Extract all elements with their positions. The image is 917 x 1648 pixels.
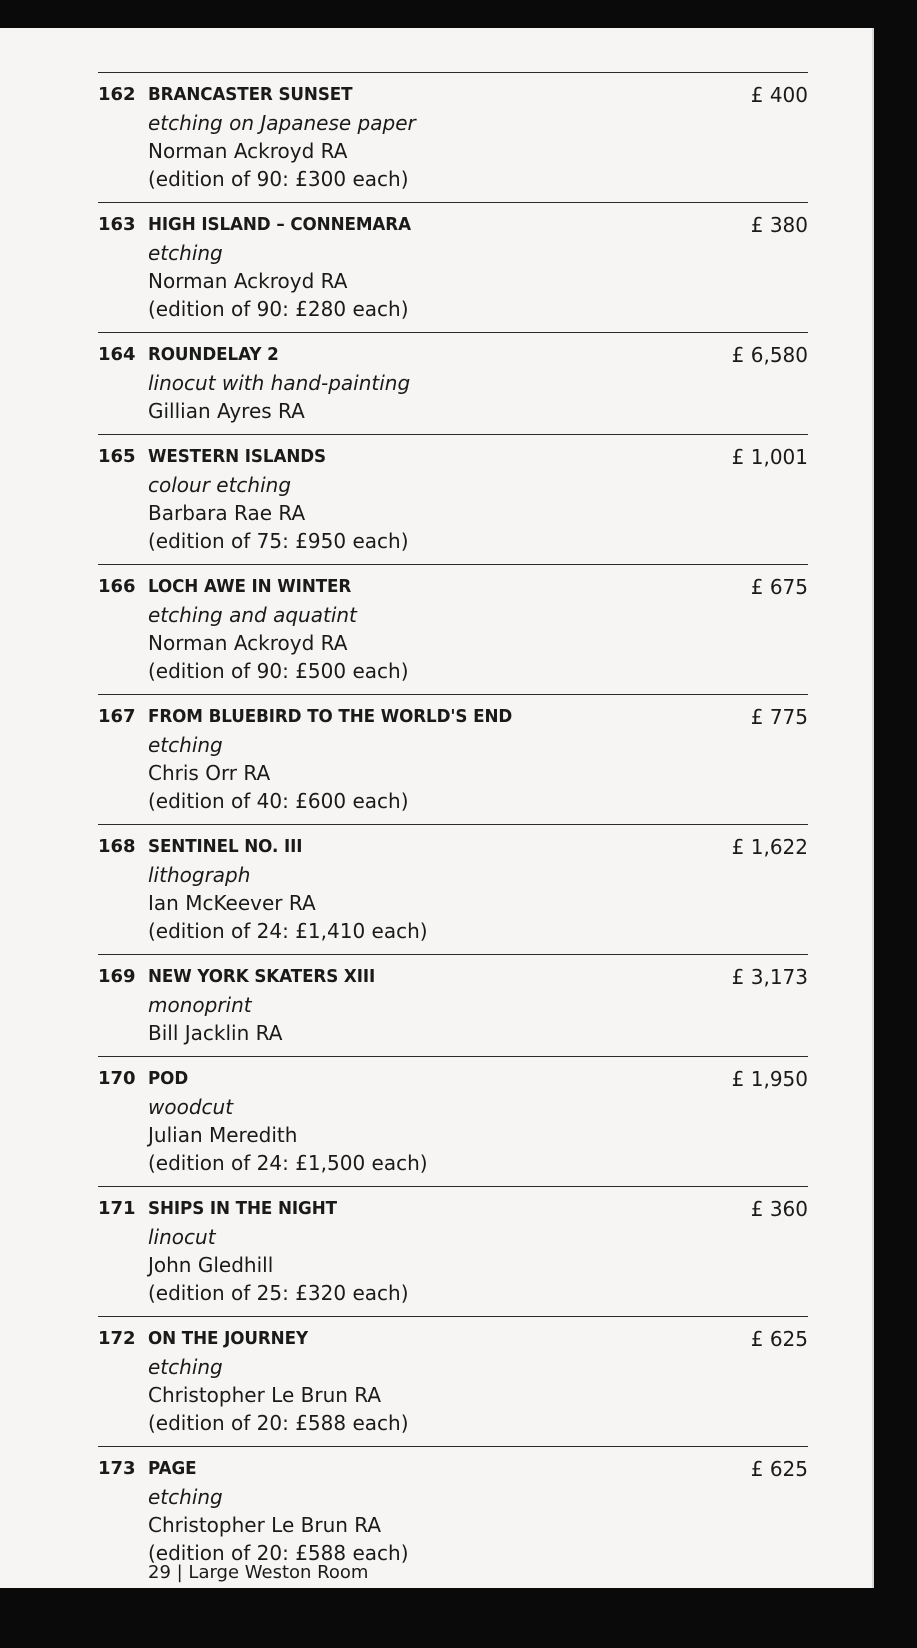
lot-number: 168 (98, 836, 136, 857)
catalogue-entry (98, 72, 808, 202)
entry-details (148, 1065, 808, 1177)
artwork-medium: lithograph (148, 863, 251, 887)
catalogue-page (0, 28, 872, 1588)
artist-name: Barbara Rae RA (148, 501, 306, 525)
artwork-medium: etching (148, 733, 223, 757)
lot-number: 172 (98, 1328, 136, 1349)
entry-details (148, 211, 808, 323)
artwork-price: £ 625 (750, 1457, 808, 1481)
entry-details (148, 573, 808, 685)
edition-info: (edition of 25: £320 each) (148, 1281, 409, 1305)
artwork-price: £ 625 (750, 1327, 808, 1351)
lot-number: 167 (98, 706, 136, 727)
lot-number: 173 (98, 1458, 136, 1479)
catalogue-entry (98, 332, 808, 434)
artwork-title: LOCH AWE IN WINTER (148, 576, 352, 597)
entry-details (148, 443, 808, 555)
edition-info: (edition of 24: £1,500 each) (148, 1151, 428, 1175)
edition-info: (edition of 40: £600 each) (148, 789, 409, 813)
artist-name: Christopher Le Brun RA (148, 1383, 382, 1407)
edition-info: (edition of 20: £588 each) (148, 1411, 409, 1435)
artwork-medium: colour etching (148, 473, 292, 497)
artwork-medium: monoprint (148, 993, 252, 1017)
catalogue-entry (98, 1316, 808, 1446)
edition-info: (edition of 90: £280 each) (148, 297, 409, 321)
entry-details (148, 1455, 808, 1567)
artwork-medium: etching on Japanese paper (148, 111, 416, 135)
artwork-medium: etching and aquatint (148, 603, 357, 627)
lot-number: 169 (98, 966, 136, 987)
artist-name: Norman Ackroyd RA (148, 269, 348, 293)
artwork-title: PAGE (148, 1458, 197, 1479)
artwork-medium: woodcut (148, 1095, 234, 1119)
entry-details (148, 1325, 808, 1437)
lot-number: 163 (98, 214, 136, 235)
lot-number: 164 (98, 344, 136, 365)
entry-details (148, 1195, 808, 1307)
entry-details (148, 833, 808, 945)
artwork-title: HIGH ISLAND – CONNEMARA (148, 214, 411, 235)
catalogue-entry (98, 434, 808, 564)
artwork-medium: linocut (148, 1225, 216, 1249)
lot-number: 171 (98, 1198, 136, 1219)
artwork-medium: etching (148, 1485, 223, 1509)
artwork-title: ON THE JOURNEY (148, 1328, 308, 1349)
artwork-price: £ 1,622 (731, 835, 808, 859)
entry-list (98, 72, 808, 1576)
catalogue-entry (98, 954, 808, 1056)
edition-info: (edition of 20: £588 each) (148, 1541, 409, 1565)
artwork-title: ROUNDELAY 2 (148, 344, 279, 365)
lot-number: 162 (98, 84, 136, 105)
entry-details (148, 703, 808, 815)
artwork-medium: linocut with hand-painting (148, 371, 411, 395)
artwork-title: SENTINEL NO. III (148, 836, 303, 857)
artwork-title: NEW YORK SKATERS XIII (148, 966, 376, 987)
artist-name: Gillian Ayres RA (148, 399, 305, 423)
artwork-price: £ 1,950 (731, 1067, 808, 1091)
artist-name: John Gledhill (148, 1253, 274, 1277)
edition-info: (edition of 24: £1,410 each) (148, 919, 428, 943)
catalogue-entry (98, 564, 808, 694)
artwork-price: £ 3,173 (731, 965, 808, 989)
artwork-medium: etching (148, 241, 223, 265)
catalogue-entry (98, 694, 808, 824)
artwork-price: £ 400 (750, 83, 808, 107)
artwork-price: £ 380 (750, 213, 808, 237)
catalogue-entry (98, 202, 808, 332)
artwork-price: £ 775 (750, 705, 808, 729)
edition-info: (edition of 90: £500 each) (148, 659, 409, 683)
artist-name: Ian McKeever RA (148, 891, 316, 915)
lot-number: 165 (98, 446, 136, 467)
artist-name: Chris Orr RA (148, 761, 271, 785)
artist-name: Julian Meredith (148, 1123, 298, 1147)
artwork-title: POD (148, 1068, 189, 1089)
lot-number: 166 (98, 576, 136, 597)
artist-name: Christopher Le Brun RA (148, 1513, 382, 1537)
catalogue-entry (98, 1446, 808, 1576)
artwork-title: FROM BLUEBIRD TO THE WORLD'S END (148, 706, 513, 727)
artwork-title: SHIPS IN THE NIGHT (148, 1198, 337, 1219)
catalogue-entry (98, 1186, 808, 1316)
artist-name: Norman Ackroyd RA (148, 139, 348, 163)
entry-details (148, 81, 808, 193)
artist-name: Bill Jacklin RA (148, 1021, 283, 1045)
lot-number: 170 (98, 1068, 136, 1089)
edition-info: (edition of 75: £950 each) (148, 529, 409, 553)
page-footer: 29 | Large Weston Room (148, 1562, 369, 1583)
artwork-price: £ 675 (750, 575, 808, 599)
artwork-title: WESTERN ISLANDS (148, 446, 327, 467)
entry-details (148, 963, 808, 1047)
artwork-price: £ 6,580 (731, 343, 808, 367)
catalogue-entry (98, 1056, 808, 1186)
edition-info: (edition of 90: £300 each) (148, 167, 409, 191)
entry-details (148, 341, 808, 425)
catalogue-entry (98, 824, 808, 954)
artist-name: Norman Ackroyd RA (148, 631, 348, 655)
artwork-title: BRANCASTER SUNSET (148, 84, 353, 105)
artwork-medium: etching (148, 1355, 223, 1379)
artwork-price: £ 360 (750, 1197, 808, 1221)
artwork-price: £ 1,001 (731, 445, 808, 469)
